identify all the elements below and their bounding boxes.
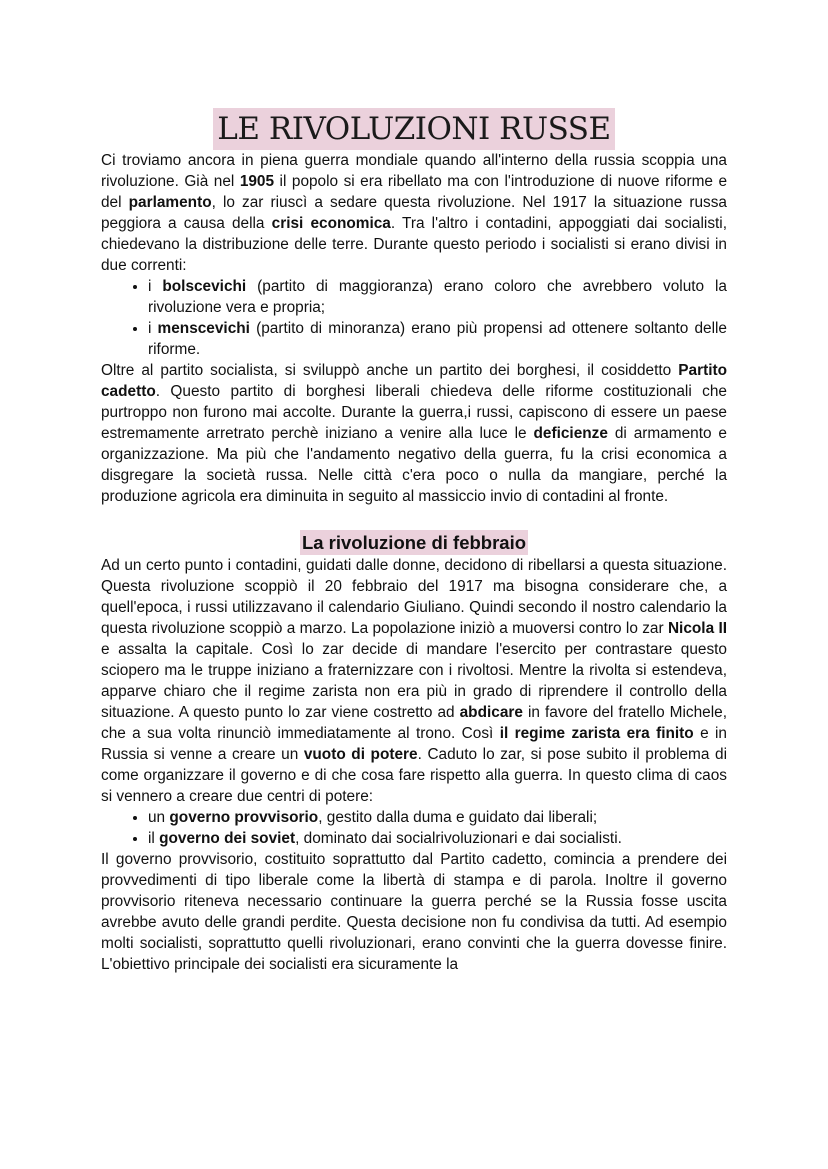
bullet-list [101, 276, 727, 360]
list-item [148, 276, 727, 318]
bold-text: governo provvisorio [169, 809, 319, 826]
text-run: Oltre al partito socialista, si sviluppò anche un partito dei borghesi, il cosiddetto [101, 362, 679, 379]
bold-text: crisi economica [271, 215, 391, 232]
text-run: i [148, 278, 163, 295]
bullet-list [101, 807, 727, 849]
list-item [148, 828, 727, 849]
list-item [148, 807, 727, 828]
list-item [148, 318, 727, 360]
bold-text: bolscevichi [162, 278, 247, 295]
bold-text: Nicola II [667, 620, 727, 637]
text-run: Ad un certo punto i contadini, guidati dalle donne, decidono di ribellarsi a questa situazione. Questa rivoluzione scoppiò il 20 febbraio del 1917 ma bisogna considerare che, a quell'epoca, i russi utilizzavano il calendario Giuliano. Quindi secondo il nostro calendario la questa rivoluzione scoppiò a marzo. La popolazione iniziò a muoversi contro lo zar [101, 557, 727, 637]
text-run: Il governo provvisorio, costituito soprattutto dal Partito cadetto, comincia a prendere dei provvedimenti di tipo liberale come la libertà di stampa e di parola. Inoltre il governo provvisorio riteneva necessario continuare la guerra perché se la Russia fosse uscita avrebbe avuto delle grandi perdite. Questa decisione non fu condivisa da tutti. Ad esempio molti socialisti, soprattutto quelli rivoluzionari, erano convinti che la guerra dovesse finire. L'obiettivo principale dei socialisti era sicuramente la [101, 851, 727, 973]
text-run: il popolo si era ribellato ma con l'introduzione di nuove riforme e del [101, 173, 727, 211]
paragraph [101, 555, 727, 807]
section-heading: La rivoluzione di febbraio [301, 532, 527, 553]
bold-text: parlamento [128, 194, 212, 211]
text-run: , gestito dalla duma e guidato dai liberali; [318, 809, 598, 826]
bold-text: il regime zarista era finito [499, 725, 694, 742]
bold-text: deficienze [533, 425, 608, 442]
document-page [101, 108, 727, 975]
bold-text: Partito cadetto [101, 362, 727, 400]
bold-text: 1905 [239, 173, 275, 190]
text-run: i [148, 320, 158, 337]
document-title: LE RIVOLUZIONI RUSSE [213, 108, 614, 150]
text-run: . Tra l'altro i contadini, appoggiati dai socialisti, chiedevano la distribuzione delle terre. Durante questo periodo i socialisti si erano divisi in due correnti: [101, 215, 727, 274]
bold-text: abdicare [459, 704, 523, 721]
text-run: . Caduto lo zar, si pose subito il problema di come organizzare il governo e di che cosa fare rispetto alla guerra. In questo clima di caos si vennero a creare due centri di potere: [101, 746, 727, 805]
paragraph [101, 360, 727, 507]
text-run: il [148, 830, 160, 847]
bold-text: vuoto di potere [303, 746, 418, 763]
text-run: e in Russia si venne a creare un [101, 725, 727, 763]
text-run: Ci troviamo ancora in piena guerra mondiale quando all'interno della russia scoppia una rivoluzione. Già nel [101, 152, 727, 190]
bold-text: menscevichi [157, 320, 250, 337]
paragraph [101, 150, 727, 276]
paragraph [101, 849, 727, 975]
text-run: (partito di minoranza) erano più propensi ad ottenere soltanto delle riforme. [148, 320, 727, 358]
text-run: , lo zar riuscì a sedare questa rivoluzione. Nel 1917 la situazione russa peggiora a causa della [101, 194, 727, 232]
text-run: di armamento e organizzazione. Ma più che l'andamento negativo della guerra, fu la crisi economica a disgregare la società russa. Nelle città c'era poco o nulla da mangiare, perché la produzione agricola era diminuita in seguito al massiccio invio di contadini al fronte. [101, 425, 727, 505]
text-run: in favore del fratello Michele, che a sua volta rinunciò immediatamente al trono. Così [101, 704, 727, 742]
text-run: (partito di maggioranza) erano coloro che avrebbero voluto la rivoluzione vera e propria; [148, 278, 727, 316]
text-run: e assalta la capitale. Così lo zar decide di mandare l'esercito per contrastare questo sciopero ma le truppe iniziano a fraternizzare con i rivoltosi. Mentre la rivolta si estendeva, apparve chiaro che il regime zarista non era più in grado di riprendere il controllo della situazione. A questo punto lo zar viene costretto ad [101, 641, 727, 721]
text-run: , dominato dai socialrivoluzionari e dai socialisti. [295, 830, 622, 847]
text-run: . Questo partito di borghesi liberali chiedeva delle riforme costituzionali che purtroppo non furono mai accolte. Durante la guerra,i russi, capiscono di essere un paese estremamente arretrato perchè iniziano a venire alla luce le [101, 383, 727, 442]
bold-text: governo dei soviet [159, 830, 296, 847]
text-run: un [148, 809, 170, 826]
